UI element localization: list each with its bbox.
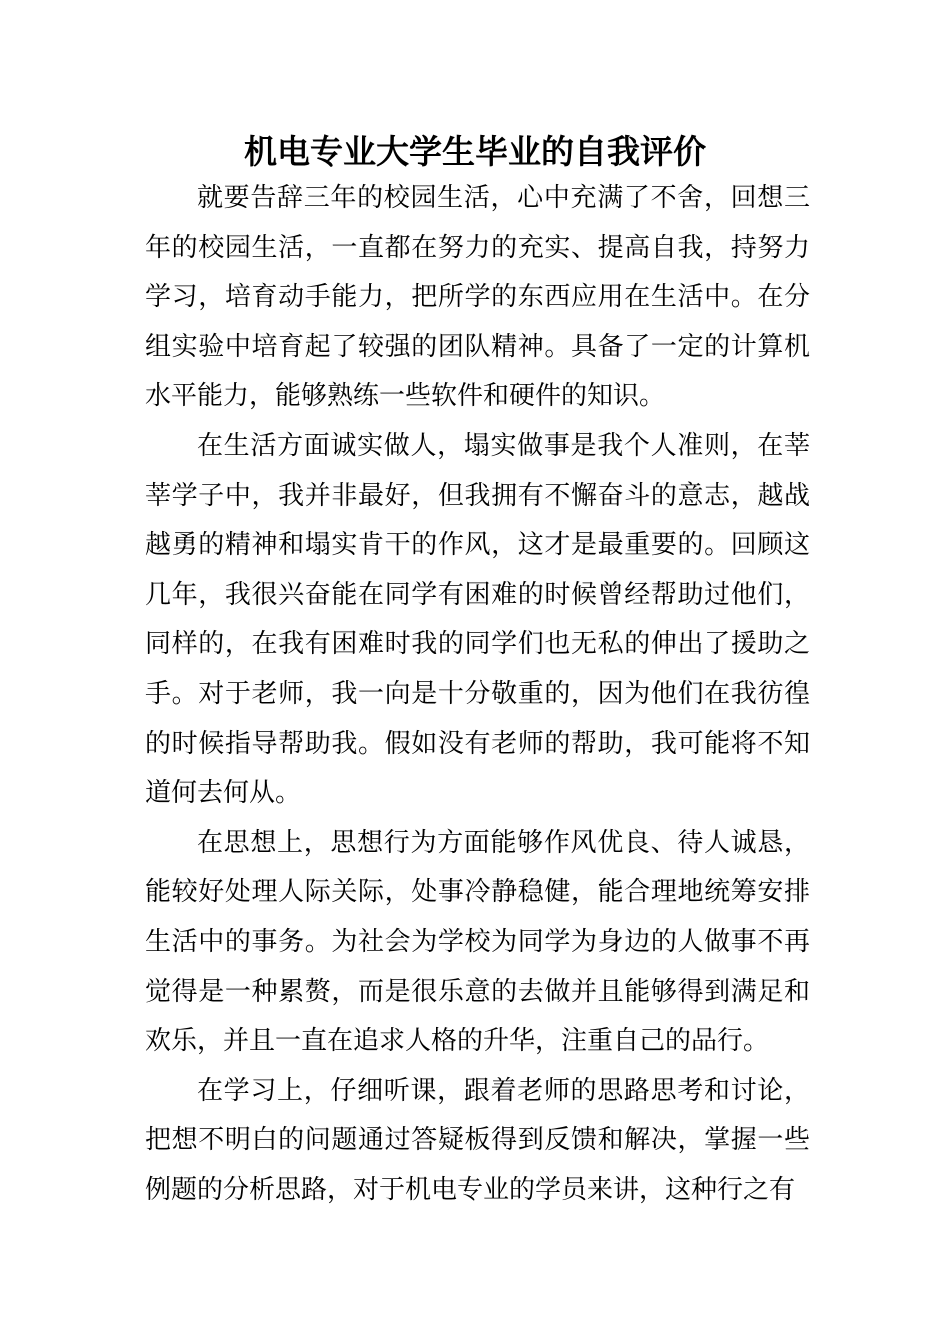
document-body (145, 174, 810, 1215)
document-title: 机电专业大学生毕业的自我评价 (244, 132, 706, 171)
paragraph-3: 在思想上，思想行为方面能够作风优良、待人诚恳，能较好处理人际关际，处事冷静稳健，能合理地统筹安排生活中的事务。为社会为学校为同学为身边的人做事不再觉得是一种累赘，而是很乐意的去做并且能够得到满足和欢乐，并且一直在追求人格的升华，注重自己的品行。 (145, 827, 810, 1057)
paragraph-4: 在学习上，仔细听课，跟着老师的思路思考和讨论，把想不明白的问题通过答疑板得到反馈和解决，掌握一些例题的分析思路，对于机电专业的学员来讲，这种行之有 (145, 1075, 810, 1205)
paragraph-2: 在生活方面诚实做人，塌实做事是我个人准则，在莘莘学子中，我并非最好，但我拥有不懈奋斗的意志，越战越勇的精神和塌实肯干的作风，这才是最重要的。回顾这几年，我很兴奋能在同学有困难的时候曾经帮助过他们，同样的，在我有困难时我的同学们也无私的伸出了援助之手。对于老师，我一向是十分敬重的，因为他们在我彷徨的时候指导帮助我。假如没有老师的帮助，我可能将不知道何去何从。 (145, 430, 810, 809)
paragraph-1: 就要告辞三年的校园生活，心中充满了不舍，回想三年的校园生活，一直都在努力的充实、提高自我，持努力学习，培育动手能力，把所学的东西应用在生活中。在分组实验中培育起了较强的团队精神。具备了一定的计算机水平能力，能够熟练一些软件和硬件的知识。 (145, 183, 810, 412)
